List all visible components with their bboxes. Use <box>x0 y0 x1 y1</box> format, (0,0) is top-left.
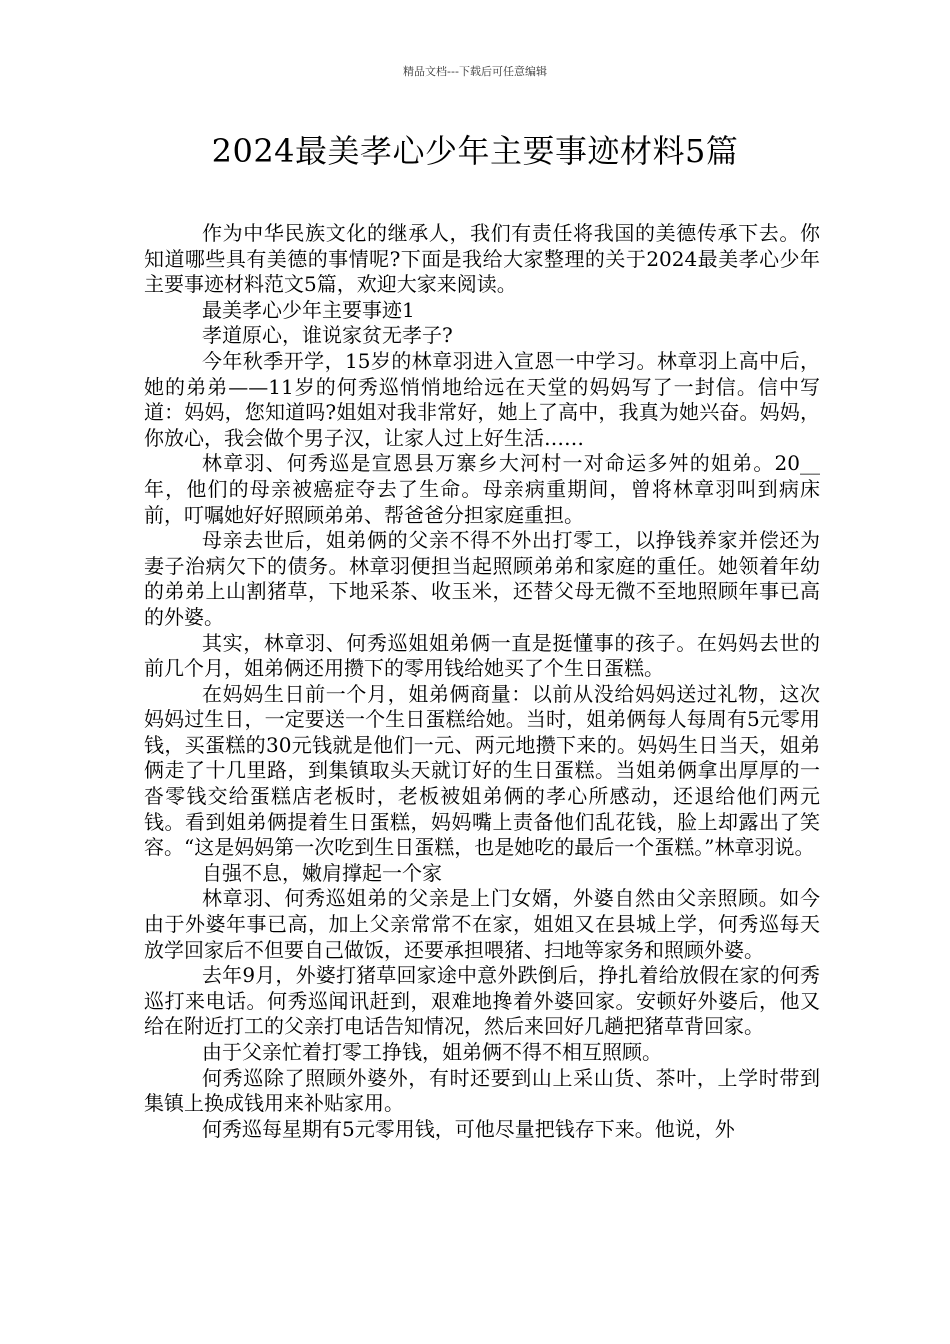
paragraph: 何秀巡除了照顾外婆外，有时还要到山上采山货、茶叶，上学时带到集镇上换成钱用来补贴家用。 <box>144 1065 820 1116</box>
paragraph: 母亲去世后，姐弟俩的父亲不得不外出打零工，以挣钱养家并偿还为妻子治病欠下的债务。林章羽便担当起照顾弟弟和家庭的重任。她领着年幼的弟弟上山割猪草，下地采茶、收玉米，还替父母无微不至地照顾年事已高的外婆。 <box>144 528 820 629</box>
subheading: 自强不息，嫩肩撑起一个家 <box>202 860 442 885</box>
paragraph: 由于父亲忙着打零工挣钱，姐弟俩不得不相互照顾。 <box>202 1040 662 1064</box>
paragraph: 今年秋季开学，15岁的林章羽进入宣恩一中学习。林章羽上高中后，她的弟弟——11岁的何秀巡悄悄地给远在天堂的妈妈写了一封信。信中写道：妈妈，您知道吗?姐姐对我非常好，她上了高中，我真为她兴奋。妈妈，你放心，我会做个男子汉，让家人过上好生活…… <box>144 348 820 450</box>
document-body <box>144 221 820 1142</box>
document-title: 2024最美孝心少年主要事迹材料5篇 <box>211 132 739 170</box>
subheading: 孝道原心，谁说家贫无孝子? <box>202 323 453 348</box>
paragraph: 其实，林章羽、何秀巡姐姐弟俩一直是挺懂事的孩子。在妈妈去世的前几个月，姐弟俩还用攒下的零用钱给她买了个生日蛋糕。 <box>144 630 820 681</box>
section-heading: 最美孝心少年主要事迹1 <box>202 297 415 322</box>
paragraph: 何秀巡每星期有5元零用钱，可他尽量把钱存下来。他说，外 <box>202 1116 735 1141</box>
paragraph: 去年9月，外婆打猪草回家途中意外跌倒后，挣扎着给放假在家的何秀巡打来电话。何秀巡闻讯赶到，艰难地搀着外婆回家。安顿好外婆后，他又给在附近打工的父亲打电话告知情况，然后来回好几趟把猪草背回家。 <box>144 963 820 1039</box>
paragraph: 林章羽、何秀巡姐弟的父亲是上门女婿，外婆自然由父亲照顾。如今由于外婆年事已高，加上父亲常常不在家，姐姐又在县城上学，何秀巡每天放学回家后不但要自己做饭，还要承担喂猪、扫地等家务和照顾外婆。 <box>144 886 820 962</box>
paragraph: 作为中华民族文化的继承人，我们有责任将我国的美德传承下去。你知道哪些具有美德的事情呢?下面是我给大家整理的关于2024最美孝心少年主要事迹材料范文5篇，欢迎大家来阅读。 <box>144 221 820 297</box>
paragraph: 林章羽、何秀巡是宣恩县万寨乡大河村一对命运多舛的姐弟。20__年，他们的母亲被癌症夺去了生命。母亲病重期间，曾将林章羽叫到病床前，叮嘱她好好照顾弟弟、帮爸爸分担家庭重担。 <box>144 451 820 527</box>
page-header: 精品文档---下载后可任意编辑 <box>403 65 547 78</box>
paragraph: 在妈妈生日前一个月，姐弟俩商量：以前从没给妈妈送过礼物，这次妈妈过生日，一定要送一个生日蛋糕给她。当时，姐弟俩每人每周有5元零用钱，买蛋糕的30元钱就是他们一元、两元地攒下来的。妈妈生日当天，姐弟俩走了十几里路，到集镇取头天就订好的生日蛋糕。当姐弟俩拿出厚厚的一沓零钱交给蛋糕店老板时，老板被姐弟俩的孝心所感动，还退给他们两元钱。看到姐弟俩提着生日蛋糕，妈妈嘴上责备他们乱花钱，脸上却露出了笑容。“这是妈妈第一次吃到生日蛋糕，也是她吃的最后一个蛋糕。”林章羽说。 <box>144 681 820 860</box>
